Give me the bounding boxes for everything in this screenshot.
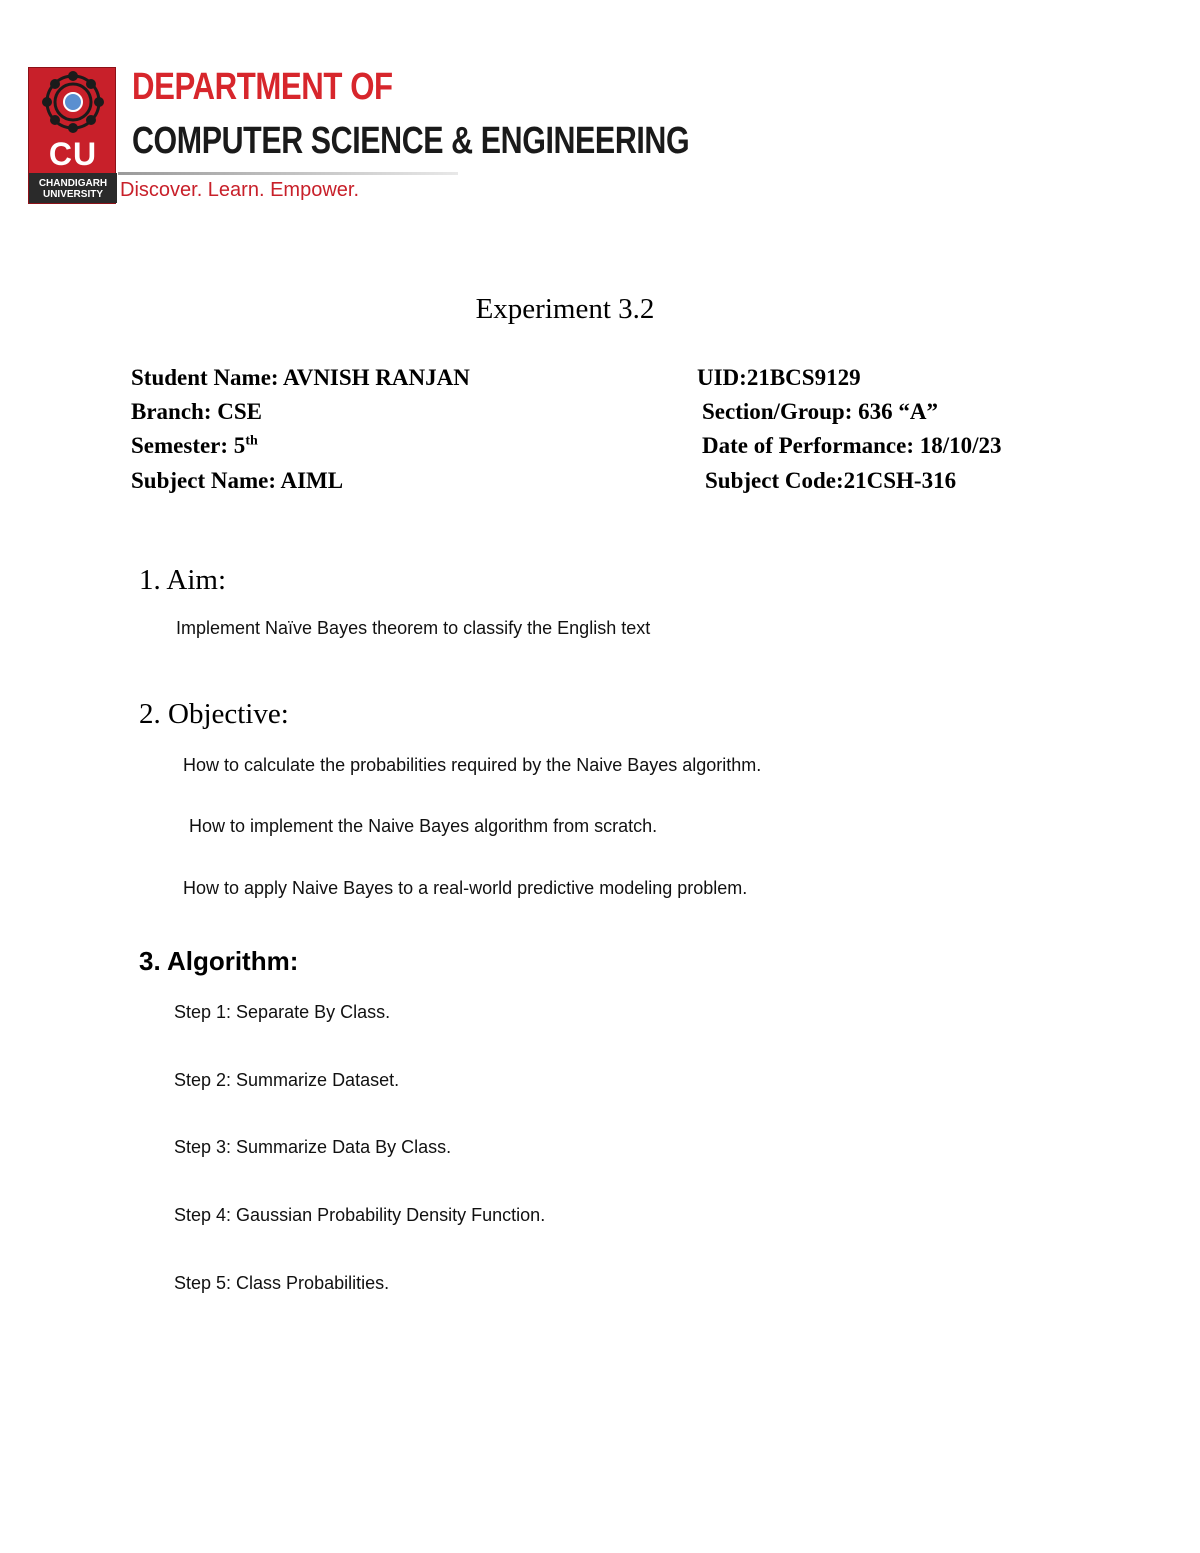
objective-item: How to calculate the probabilities required by the Naive Bayes algorithm. (183, 755, 762, 775)
aim-text: Implement Naïve Bayes theorem to classify the English text (176, 618, 651, 638)
semester (131, 433, 258, 459)
section-group: Section/Group: 636 “A” (702, 399, 938, 424)
department-heading-line1: DEPARTMENT OF (132, 66, 393, 108)
tagline-divider (118, 172, 458, 175)
algorithm-step: Step 5: Class Probabilities. (174, 1273, 390, 1293)
algorithm-step: Step 1: Separate By Class. (174, 1002, 391, 1022)
semester-text: Semester: 5 (131, 433, 246, 458)
algorithm-heading: 3. Algorithm: (139, 946, 299, 976)
uid: UID:21BCS9129 (697, 365, 861, 390)
algorithm-step: Step 4: Gaussian Probability Density Function. (174, 1205, 546, 1225)
experiment-title: Experiment 3.2 (475, 293, 655, 325)
objective-item: How to apply Naive Bayes to a real-world predictive modeling problem. (183, 878, 748, 898)
logo-line-1: CHANDIGARH (38, 178, 108, 189)
subject-name: Subject Name: AIML (131, 468, 344, 493)
aim-heading: 1. Aim: (139, 564, 227, 596)
logo-line-2: UNIVERSITY (42, 189, 103, 200)
tagline: Discover. Learn. Empower. (120, 179, 359, 201)
objective-item: How to implement the Naive Bayes algorithm from scratch. (189, 816, 658, 836)
branch: Branch: CSE (131, 399, 262, 424)
logo-university-name (29, 178, 117, 200)
subject-code: Subject Code:21CSH-316 (705, 468, 957, 493)
objective-heading: 2. Objective: (139, 698, 289, 730)
university-logo (28, 67, 116, 204)
date-of-performance: Date of Performance: 18/10/23 (702, 433, 1002, 458)
algorithm-step: Step 3: Summarize Data By Class. (174, 1137, 452, 1157)
logo-emblem-icon (29, 68, 117, 138)
department-heading-line2: COMPUTER SCIENCE & ENGINEERING (132, 120, 690, 162)
semester-suffix: th (245, 433, 258, 449)
student-name: Student Name: AVNISH RANJAN (131, 365, 470, 390)
logo-cu-text: CU (48, 136, 98, 172)
algorithm-step: Step 2: Summarize Dataset. (174, 1070, 400, 1090)
